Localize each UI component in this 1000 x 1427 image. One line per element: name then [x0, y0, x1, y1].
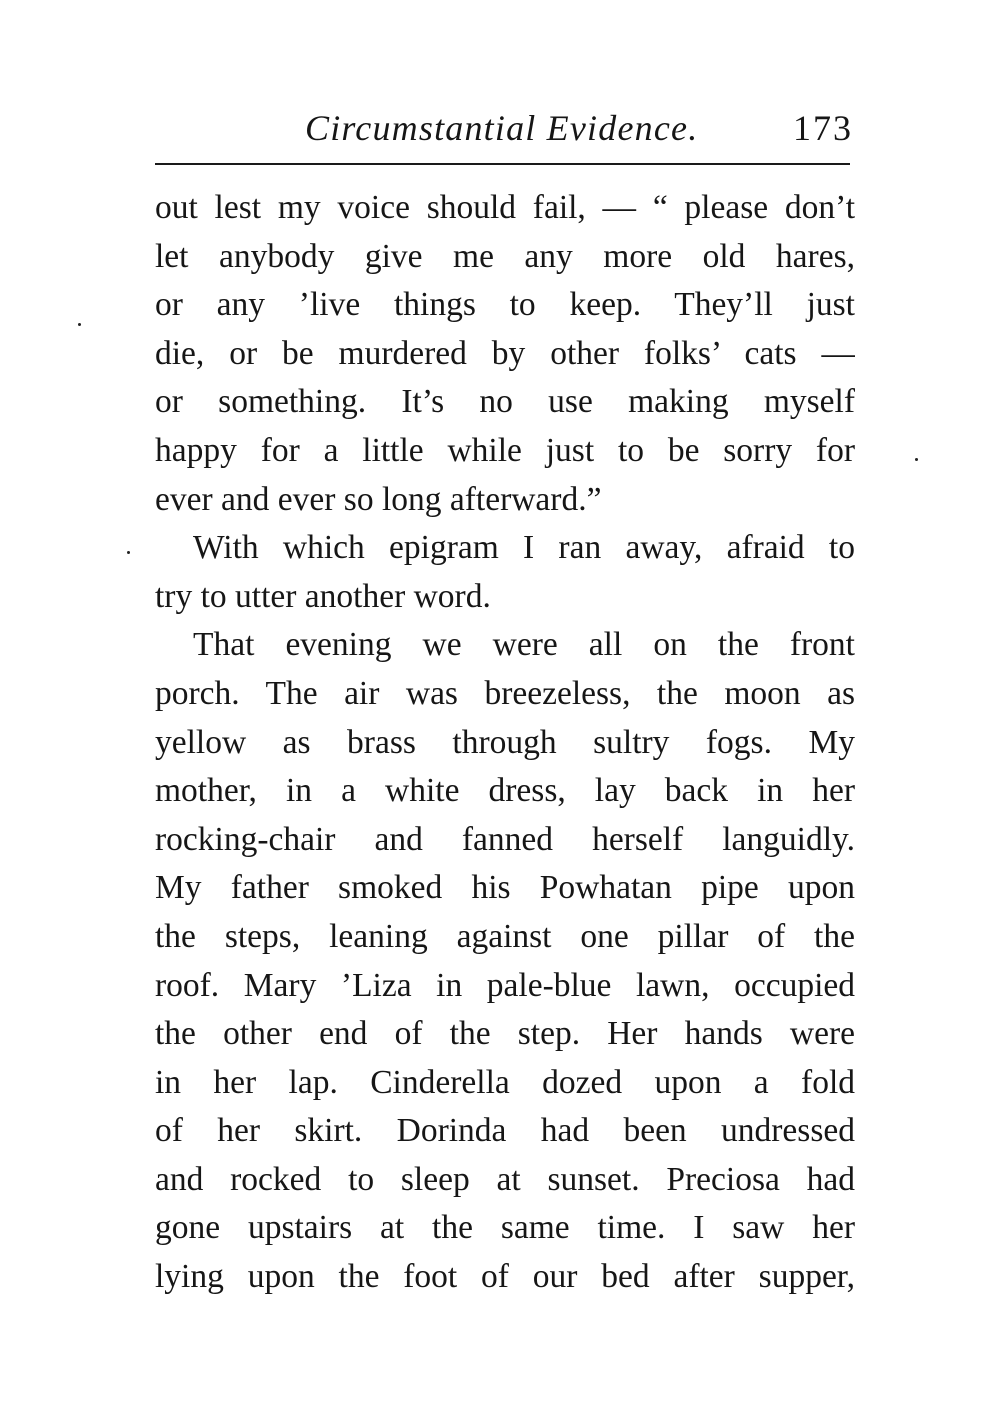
text-line: happy for a little while just to be sorry for	[155, 431, 855, 469]
text-line: or something. It’s no use making myself	[155, 383, 855, 421]
text-line: die, or be murdered by other folks’ cats —	[155, 334, 855, 372]
header-rule	[155, 163, 850, 165]
text-line: My father smoked his Powhatan pipe upon	[155, 869, 855, 907]
text-line: yellow as brass through sultry fogs. My	[155, 723, 855, 761]
text-line: mother, in a white dress, lay back in her	[155, 772, 855, 810]
text-line: in her lap. Cinderella dozed upon a fold	[155, 1063, 855, 1101]
text-line: or any ’live things to keep. They’ll just	[155, 286, 855, 324]
print-speck	[915, 458, 918, 461]
text-line: out lest my voice should fail, — “ please don’t	[155, 189, 855, 226]
running-title: Circumstantial Evidence.	[305, 108, 699, 148]
text-line: the steps, leaning against one pillar of the	[155, 917, 855, 955]
text-line: let anybody give me any more old hares,	[155, 237, 855, 275]
text-line: the other end of the step. Her hands were	[155, 1015, 855, 1053]
text-line: try to utter another word.	[155, 577, 491, 615]
page-number: 173	[793, 108, 853, 148]
running-head	[155, 103, 853, 159]
paragraph-first-line: With which epigram I ran away, afraid to	[193, 529, 855, 567]
print-speck	[127, 551, 130, 554]
text-line: gone upstairs at the same time. I saw her	[155, 1209, 855, 1247]
text-line: lying upon the foot of our bed after supper,	[155, 1258, 855, 1296]
paragraph-first-line: That evening we were all on the front	[193, 626, 855, 664]
body-text	[155, 184, 855, 1302]
print-speck	[78, 323, 81, 326]
text-line: and rocked to sleep at sunset. Preciosa had	[155, 1160, 855, 1198]
text-line: porch. The air was breezeless, the moon as	[155, 674, 855, 712]
text-line: ever and ever so long afterward.”	[155, 480, 602, 518]
text-line: rocking-chair and fanned herself languidly.	[155, 820, 855, 858]
text-line: roof. Mary ’Liza in pale-blue lawn, occupied	[155, 966, 855, 1004]
text-line: of her skirt. Dorinda had been undressed	[155, 1112, 855, 1150]
